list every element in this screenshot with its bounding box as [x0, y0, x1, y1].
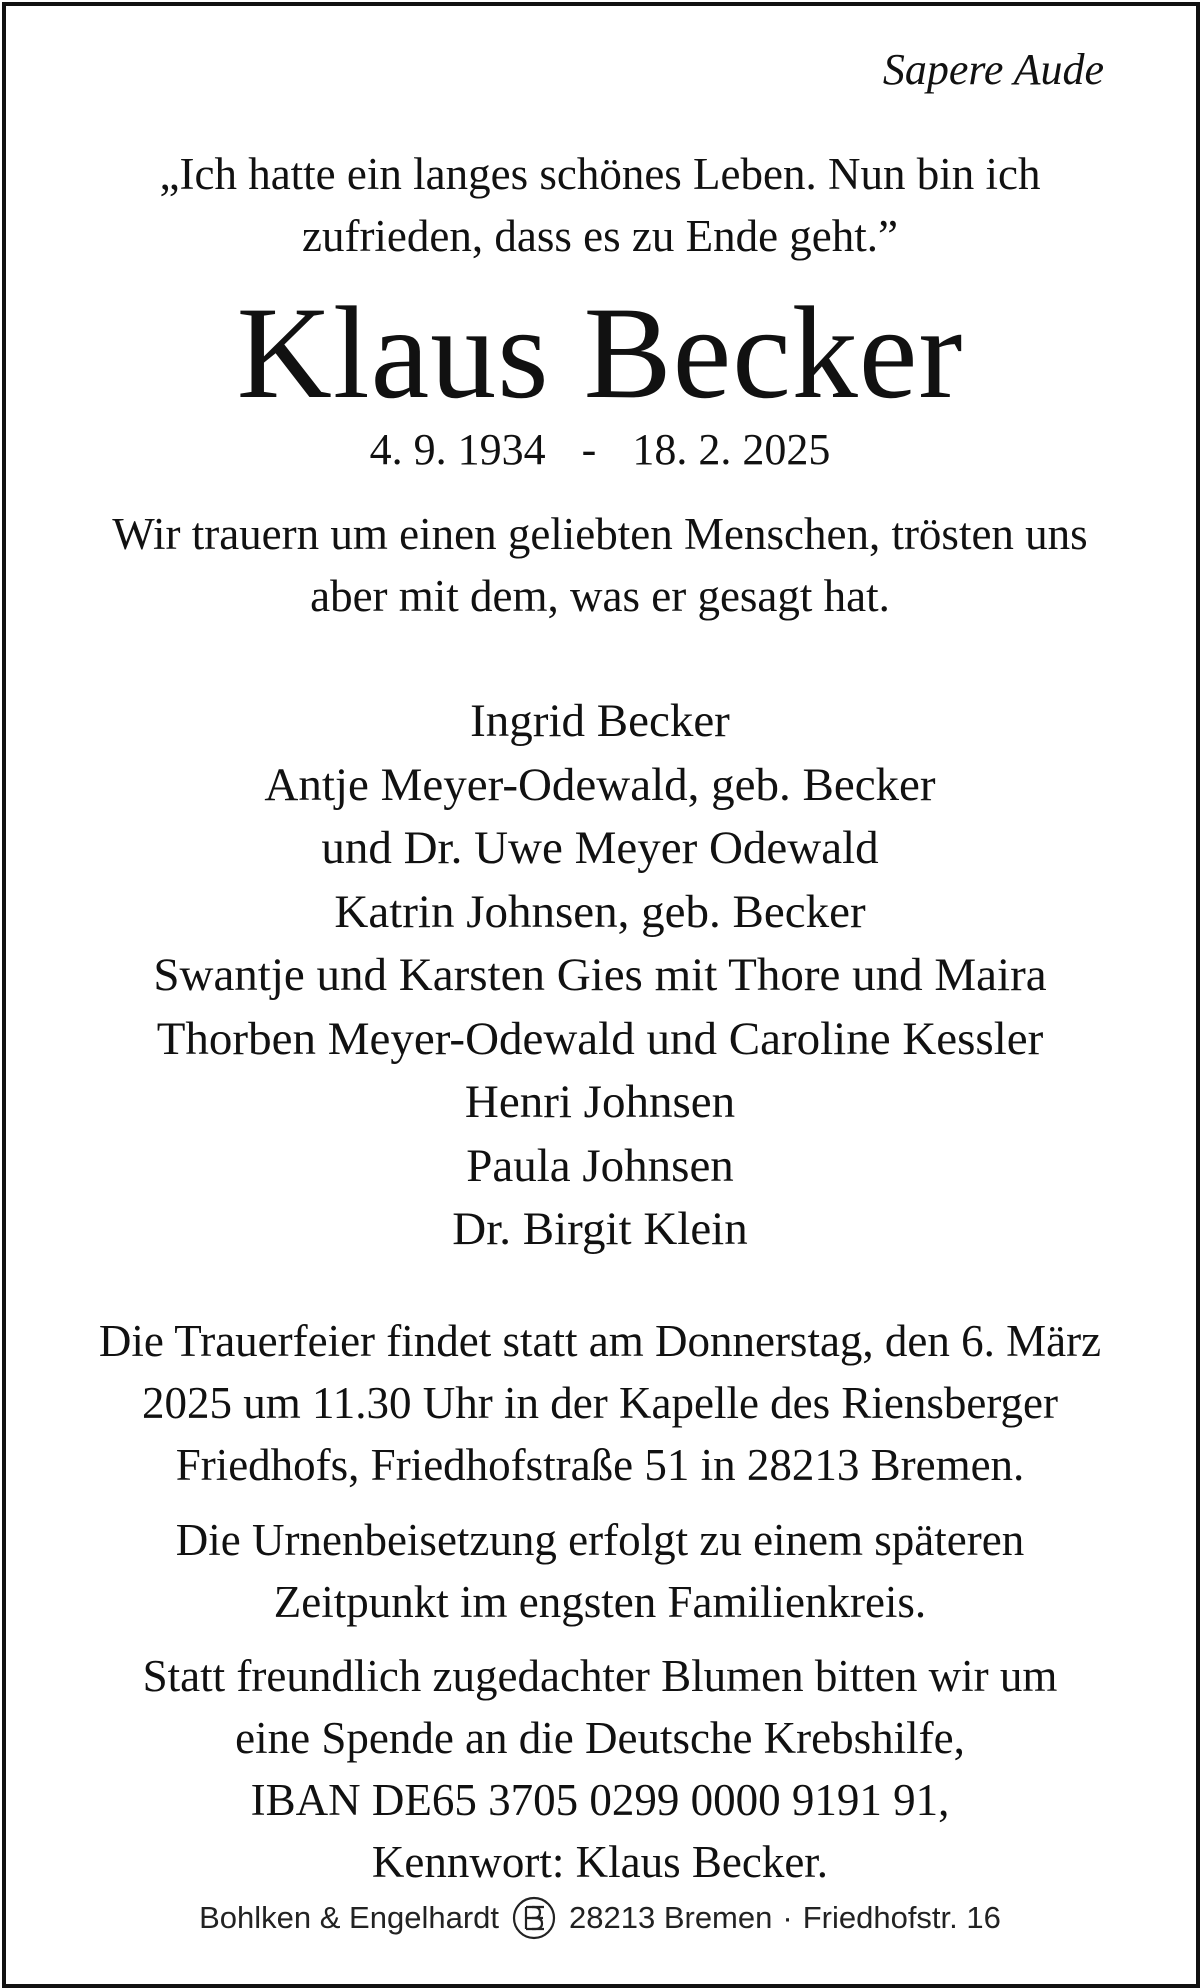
mourning-text [0, 503, 1200, 627]
family-member: Katrin Johnsen, geb. Becker [334, 885, 866, 938]
family-member: Henri Johnsen [464, 1076, 736, 1128]
donation-line: Kennwort: Klaus Becker. [371, 1837, 829, 1887]
donation-line: Statt freundlich zugedachter Blumen bitten wir um [142, 1651, 1058, 1701]
mourning-line: Wir trauern um einen geliebten Menschen, trösten uns [112, 509, 1088, 559]
urn-burial-info [0, 1509, 1200, 1633]
mourning-line: aber mit dem, was er gesagt hat. [310, 571, 890, 621]
urn-line: Zeitpunkt im engsten Familienkreis. [273, 1577, 927, 1627]
motto: Sapere Aude [882, 45, 1104, 94]
donation-info [0, 1645, 1200, 1893]
quote-line: zufrieden, dass es zu Ende geht.” [301, 211, 898, 261]
ceremony-line: Die Trauerfeier findet statt am Donnerstag, den 6. März [98, 1316, 1102, 1366]
family-list [0, 690, 1200, 1262]
donation-line: IBAN DE65 3705 0299 0000 9191 91, [250, 1775, 950, 1825]
quote [0, 143, 1200, 267]
family-member: Antje Meyer-Odewald, geb. Becker [264, 758, 936, 811]
ceremony-line: 2025 um 11.30 Uhr in der Kapelle des Riensberger [141, 1378, 1059, 1428]
company-name: Bohlken & Engelhardt [199, 1900, 499, 1935]
ceremony-info [0, 1310, 1200, 1496]
family-member: Paula Johnsen [466, 1139, 734, 1192]
family-member: Ingrid Becker [470, 695, 730, 747]
footer-street: Friedhofstr. 16 [802, 1900, 1001, 1935]
family-member: Thorben Meyer-Odewald und Caroline Kessler [156, 1012, 1044, 1065]
footer-city: 28213 Bremen [569, 1900, 773, 1935]
urn-line: Die Urnenbeisetzung erfolgt zu einem späteren [175, 1515, 1025, 1565]
family-member: Dr. Birgit Klein [452, 1203, 748, 1255]
death-date: 18. 2. 2025 [632, 425, 831, 474]
life-dates [0, 420, 1200, 480]
ceremony-line: Friedhofs, Friedhofstraße 51 in 28213 Bremen. [175, 1440, 1025, 1490]
family-member: und Dr. Uwe Meyer Odewald [321, 822, 879, 874]
be-monogram-icon [511, 1895, 557, 1941]
footer-separator: · [782, 1900, 793, 1935]
date-separator: - [581, 425, 597, 474]
family-member: Swantje und Karsten Gies mit Thore und Maira [153, 949, 1047, 1001]
donation-line: eine Spende an die Deutsche Krebshilfe, [235, 1713, 965, 1763]
birth-date: 4. 9. 1934 [369, 425, 546, 474]
quote-line: „Ich hatte ein langes schönes Leben. Nun bin ich [159, 149, 1041, 199]
funeral-home-footer [0, 1893, 1200, 1943]
deceased-name: Klaus Becker [236, 279, 964, 426]
